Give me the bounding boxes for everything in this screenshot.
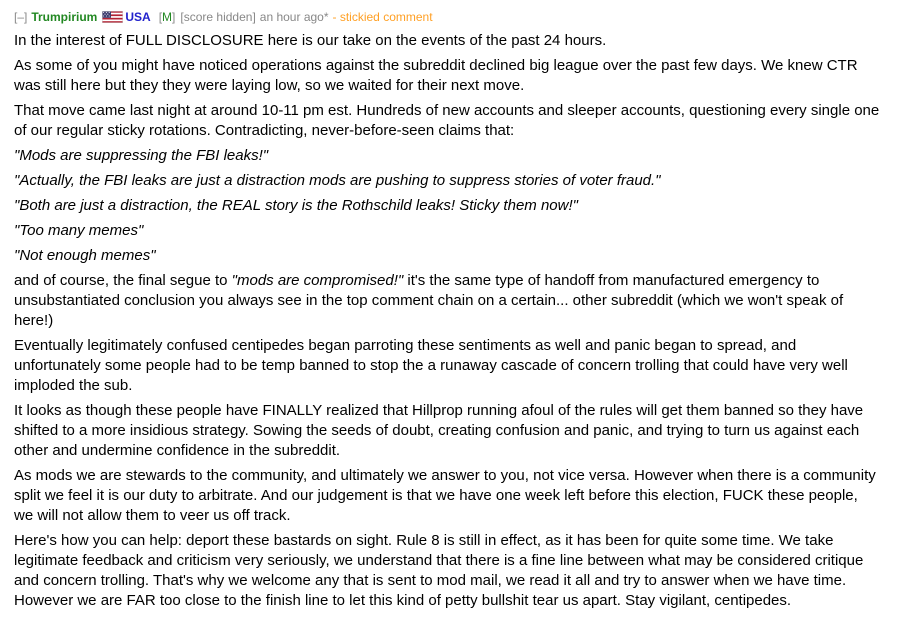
stickied-label: - stickied comment	[332, 9, 433, 24]
comment-paragraph: and of course, the final segue to "mods are compromised!" it's the same type of handoff from manufactured emergency to unsubstantiated conclusion you always see in the top comment chain on a certain... other subreddit (which we won't speak of here!)	[14, 271, 844, 329]
comment-paragraph: In the interest of FULL DISCLOSURE here is our take on the events of the past 24 hours.	[14, 31, 607, 49]
comment-body	[14, 31, 880, 611]
moderator-letter: M	[162, 9, 173, 24]
moderator-tag: [M]	[158, 9, 176, 24]
comment-paragraph: "Not enough memes"	[14, 246, 156, 264]
user-flair	[102, 10, 150, 24]
comment-paragraph: Here's how you can help: deport these bastards on sight. Rule 8 is still in effect, as it has been for quite some time. We take legitimate feedback and criticism very seriously, we understand that there is a fine line between what may be considered critique and concern trolling. That's why we welcome any that is sent to mod mail, we read it all and try to answer when we have time. However we are FAR too close to the finish line to let this kind of petty bullshit tear us apart. Stay vigilant, centipedes.	[14, 531, 864, 609]
comment-paragraph: That move came last night at around 10-11 pm est. Hundreds of new accounts and sleeper accounts, questioning every single one of our regular sticky rotations. Contradicting, never-before-seen claims that:	[14, 101, 880, 139]
comment-paragraph: "Too many memes"	[14, 221, 144, 239]
author-link[interactable]: Trumpirium	[31, 9, 98, 24]
comment-paragraph: It looks as though these people have FINALLY realized that Hillprop running afoul of the rules will get them banned so they have shifted to a more insidious strategy. Sowing the seeds of doubt, creating confusion and panic, and trying to turn us against each other and undermine confidence in the subreddit.	[14, 401, 864, 459]
us-flag-icon	[102, 11, 123, 23]
comment-paragraph: Eventually legitimately confused centipedes began parroting these sentiments as well and panic began to spread, and unfortunately some people had to be temp banned to stop the a runaway cascade of concern trolling that could have very well imploded the sub.	[14, 336, 848, 394]
collapse-toggle[interactable]: [–]	[14, 9, 28, 24]
comment-paragraph: "Actually, the FBI leaks are just a distraction mods are pushing to suppress stories of voter fraud."	[14, 171, 661, 189]
comment-paragraph: As mods we are stewards to the community, and ultimately we answer to you, not vice versa. However when there is a community split we feel it is our duty to arbitrate. And our judgement is that we have one week left before this election, FUCK these people, we will not allow them to veer us off track.	[14, 466, 876, 524]
comment-header	[14, 9, 881, 24]
score-hidden: [score hidden]	[180, 9, 256, 24]
comment-paragraph: "Both are just a distraction, the REAL story is the Rothschild leaks! Sticky them now!"	[14, 196, 578, 214]
timestamp: an hour ago*	[259, 9, 329, 24]
flair-text: USA	[125, 9, 151, 24]
comment-paragraph: "Mods are suppressing the FBI leaks!"	[14, 146, 269, 164]
comment-paragraph: As some of you might have noticed operations against the subreddit declined big league over the past few days. We knew CTR was still here but they they were laying low, so we waited for their next move.	[14, 56, 858, 94]
